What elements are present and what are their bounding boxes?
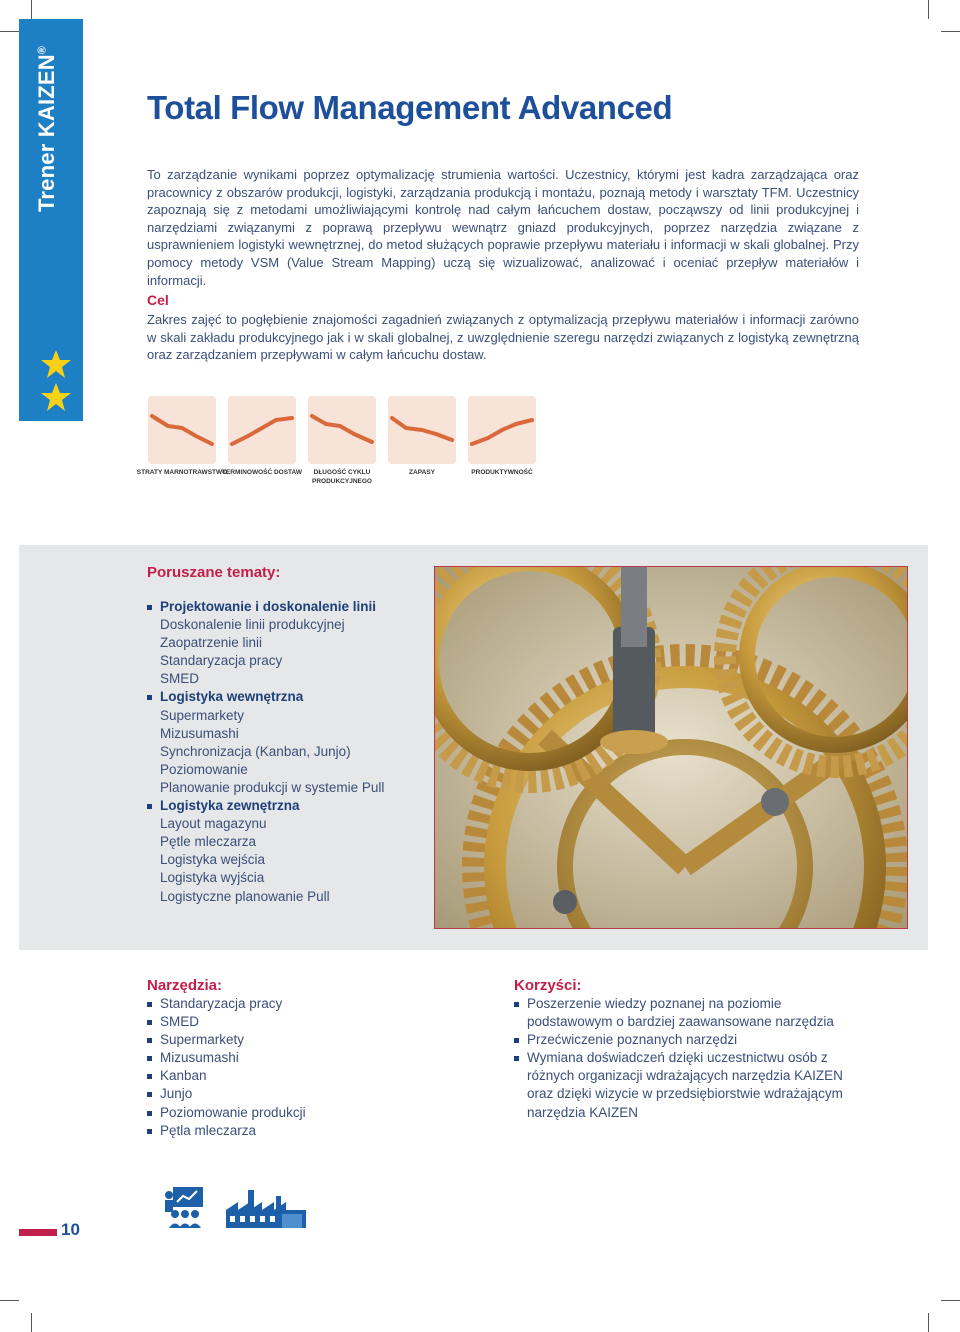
crop-mark: [31, 0, 32, 19]
crop-mark: [941, 1300, 960, 1301]
tools-heading: Narzędzia:: [147, 977, 223, 994]
page-title: Total Flow Management Advanced: [147, 89, 673, 126]
topics-list: [147, 598, 417, 906]
topic-item: Layout magazynu: [160, 816, 267, 832]
sidebar-title: Trener KAIZEN®: [34, 45, 59, 212]
kpi-label: STRATY MARNOTRAWSTWO: [136, 469, 228, 476]
crop-mark: [0, 1300, 19, 1301]
crop-mark: [941, 31, 960, 32]
list-item: Przećwiczenie poznanych narzędzi: [514, 1031, 850, 1049]
kpi-trend-down-icon: [148, 396, 216, 464]
page-number-bar: [19, 1229, 57, 1236]
crop-mark: [0, 31, 19, 32]
topic-item: Zaopatrzenie linii: [160, 635, 263, 651]
intro-paragraph: To zarządzanie wynikami poprzez optymalizację strumienia wartości. Uczestnicy, którymi jest kadra zarządzająca oraz pracownicy z obszarów produkcji, logistyki, zarządzania produkcją i montażu, poznają metody i warsztaty TFM. Uczestnicy zapoznają się z metodami umożliwiającymi kontrolę nad całym łańcuchem dostaw, począwszy od linii produkcyjnej i narzędziami związanymi z poprawą przepływu wewnątrz gniazd produkcyjnych, poprzez narzędzia związane z usprawnieniem logistyki wewnętrznej, do metod służących poprawie przepływu materiału i informacji w skali globalnej. Przy pomocy metody VSM (Value Stream Mapping) uczą się wizualizować, analizować i oceniać przepływ materiałów i informacji.: [147, 167, 859, 288]
kpi-trend-up-icon: [228, 396, 296, 464]
topic-item: Poziomowanie: [160, 761, 248, 777]
topic-item: SMED: [160, 671, 200, 687]
tools-list: [147, 995, 447, 1140]
list-item: Mizusumashi: [147, 1049, 447, 1067]
list-item: Poziomowanie produkcji: [147, 1104, 447, 1122]
topic-item: Mizusumashi: [160, 725, 239, 741]
topic-group-title: Projektowanie i doskonalenie linii: [147, 598, 417, 616]
page-number: 10: [61, 1220, 80, 1239]
goal-paragraph: Zakres zajęć to pogłębienie znajomości zagadnień związanych z optymalizacją przepływu materiałów i informacji zarówno w skali zakładu produkcyjnego jak i w skali globalnej, z uwzględnienie szeregu narzędzi związanych z logistyką zewnętrzną oraz zarządzaniem przepływami w całym łańcuchu dostaw.: [147, 312, 859, 363]
benefits-heading: Korzyści:: [514, 977, 582, 994]
list-item: Standaryzacja pracy: [147, 995, 447, 1013]
training-icon: [163, 1186, 205, 1228]
topic-item: Planowanie produkcji w systemie Pull: [160, 779, 385, 795]
crop-mark: [31, 1313, 32, 1332]
topic-item: Logistyka wejścia: [160, 852, 266, 868]
kpi-trend-down-icon: [308, 396, 376, 464]
crop-mark: [928, 0, 929, 19]
star-icon: [40, 348, 72, 380]
topic-item: Synchronizacja (Kanban, Junjo): [160, 743, 351, 759]
topic-item: Doskonalenie linii produkcyjnej: [160, 617, 345, 633]
list-item: Supermarkety: [147, 1031, 447, 1049]
topic-group-title: Logistyka wewnętrzna: [147, 688, 417, 706]
kpi-label: TERMINOWOŚĆ DOSTAW: [221, 469, 303, 476]
kpi-label: DŁUGOŚĆ CYKLU PRODUKCYJNEGO: [312, 469, 372, 485]
topic-item: Logistyka wyjścia: [160, 870, 265, 886]
list-item: Junjo: [147, 1085, 447, 1103]
benefits-list: [514, 995, 850, 1122]
list-item: Wymiana doświadczeń dzięki uczestnictwu osób z różnych organizacji wdrażających narzędzia KAIZEN oraz dzięki wizycie w przedsiębiorstwie wdrażającym narzędzia KAIZEN: [514, 1049, 850, 1121]
topics-heading: Poruszane tematy:: [147, 564, 281, 581]
kpi-label: PRODUKTYWNOŚĆ: [471, 469, 533, 476]
kpi-label: ZAPASY: [409, 469, 435, 476]
topic-item: Supermarkety: [160, 707, 245, 723]
topic-item: Logistyczne planowanie Pull: [160, 888, 330, 904]
gears-photo: [434, 566, 908, 929]
topic-item: Pętle mleczarza: [160, 834, 257, 850]
list-item: SMED: [147, 1013, 447, 1031]
kpi-trend-down-icon: [388, 396, 456, 464]
list-item: Kanban: [147, 1067, 447, 1085]
star-icon: [40, 381, 72, 413]
topic-item: Standaryzacja pracy: [160, 653, 283, 669]
kpi-trend-up-icon: [468, 396, 536, 464]
goal-heading: Cel: [147, 292, 169, 308]
list-item: Pętla mleczarza: [147, 1122, 447, 1140]
crop-mark: [928, 1313, 929, 1332]
factory-icon: [226, 1188, 306, 1228]
topic-group-title: Logistyka zewnętrzna: [147, 797, 417, 815]
list-item: Poszerzenie wiedzy poznanej na poziomie podstawowym o bardziej zaawansowane narzędzia: [514, 995, 850, 1031]
